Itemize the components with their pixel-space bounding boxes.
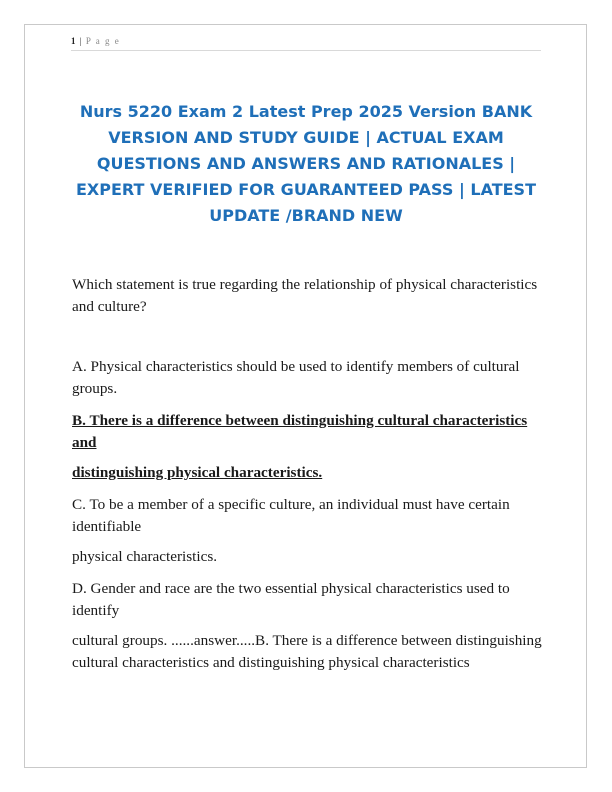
option-d-line1: D. Gender and race are the two essential physical characteristics used to identify [72, 580, 510, 619]
question-text: Which statement is true regarding the relationship of physical characteristics and culture? [72, 276, 538, 315]
page-number: 1 [71, 36, 77, 46]
option-b-line1: B. There is a difference between distinguishing cultural characteristics and [72, 412, 528, 451]
header-separator: | [79, 36, 83, 46]
page-label: P a g e [85, 36, 121, 46]
option-b-line2: distinguishing physical characteristics. [72, 464, 323, 481]
answer-text: cultural groups. ......answer.....B. There is a difference between distinguishing cultural characteristics and distinguishing physical characteristics [72, 632, 542, 671]
document-title: Nurs 5220 Exam 2 Latest Prep 2025 Version BANK VERSION AND STUDY GUIDE | ACTUAL EXAM QUESTIONS AND ANSWERS AND RATIONALES | EXPERT VERIFIED FOR GUARANTEED PASS | LATEST UPDATE /BRAND NEW [76, 102, 536, 225]
option-c-line2: physical characteristics. [72, 548, 218, 565]
page-header [71, 36, 541, 51]
option-c-line1: C. To be a member of a specific culture, an individual must have certain identifiable [72, 496, 510, 535]
option-a: A. Physical characteristics should be used to identify members of cultural groups. [72, 358, 520, 397]
